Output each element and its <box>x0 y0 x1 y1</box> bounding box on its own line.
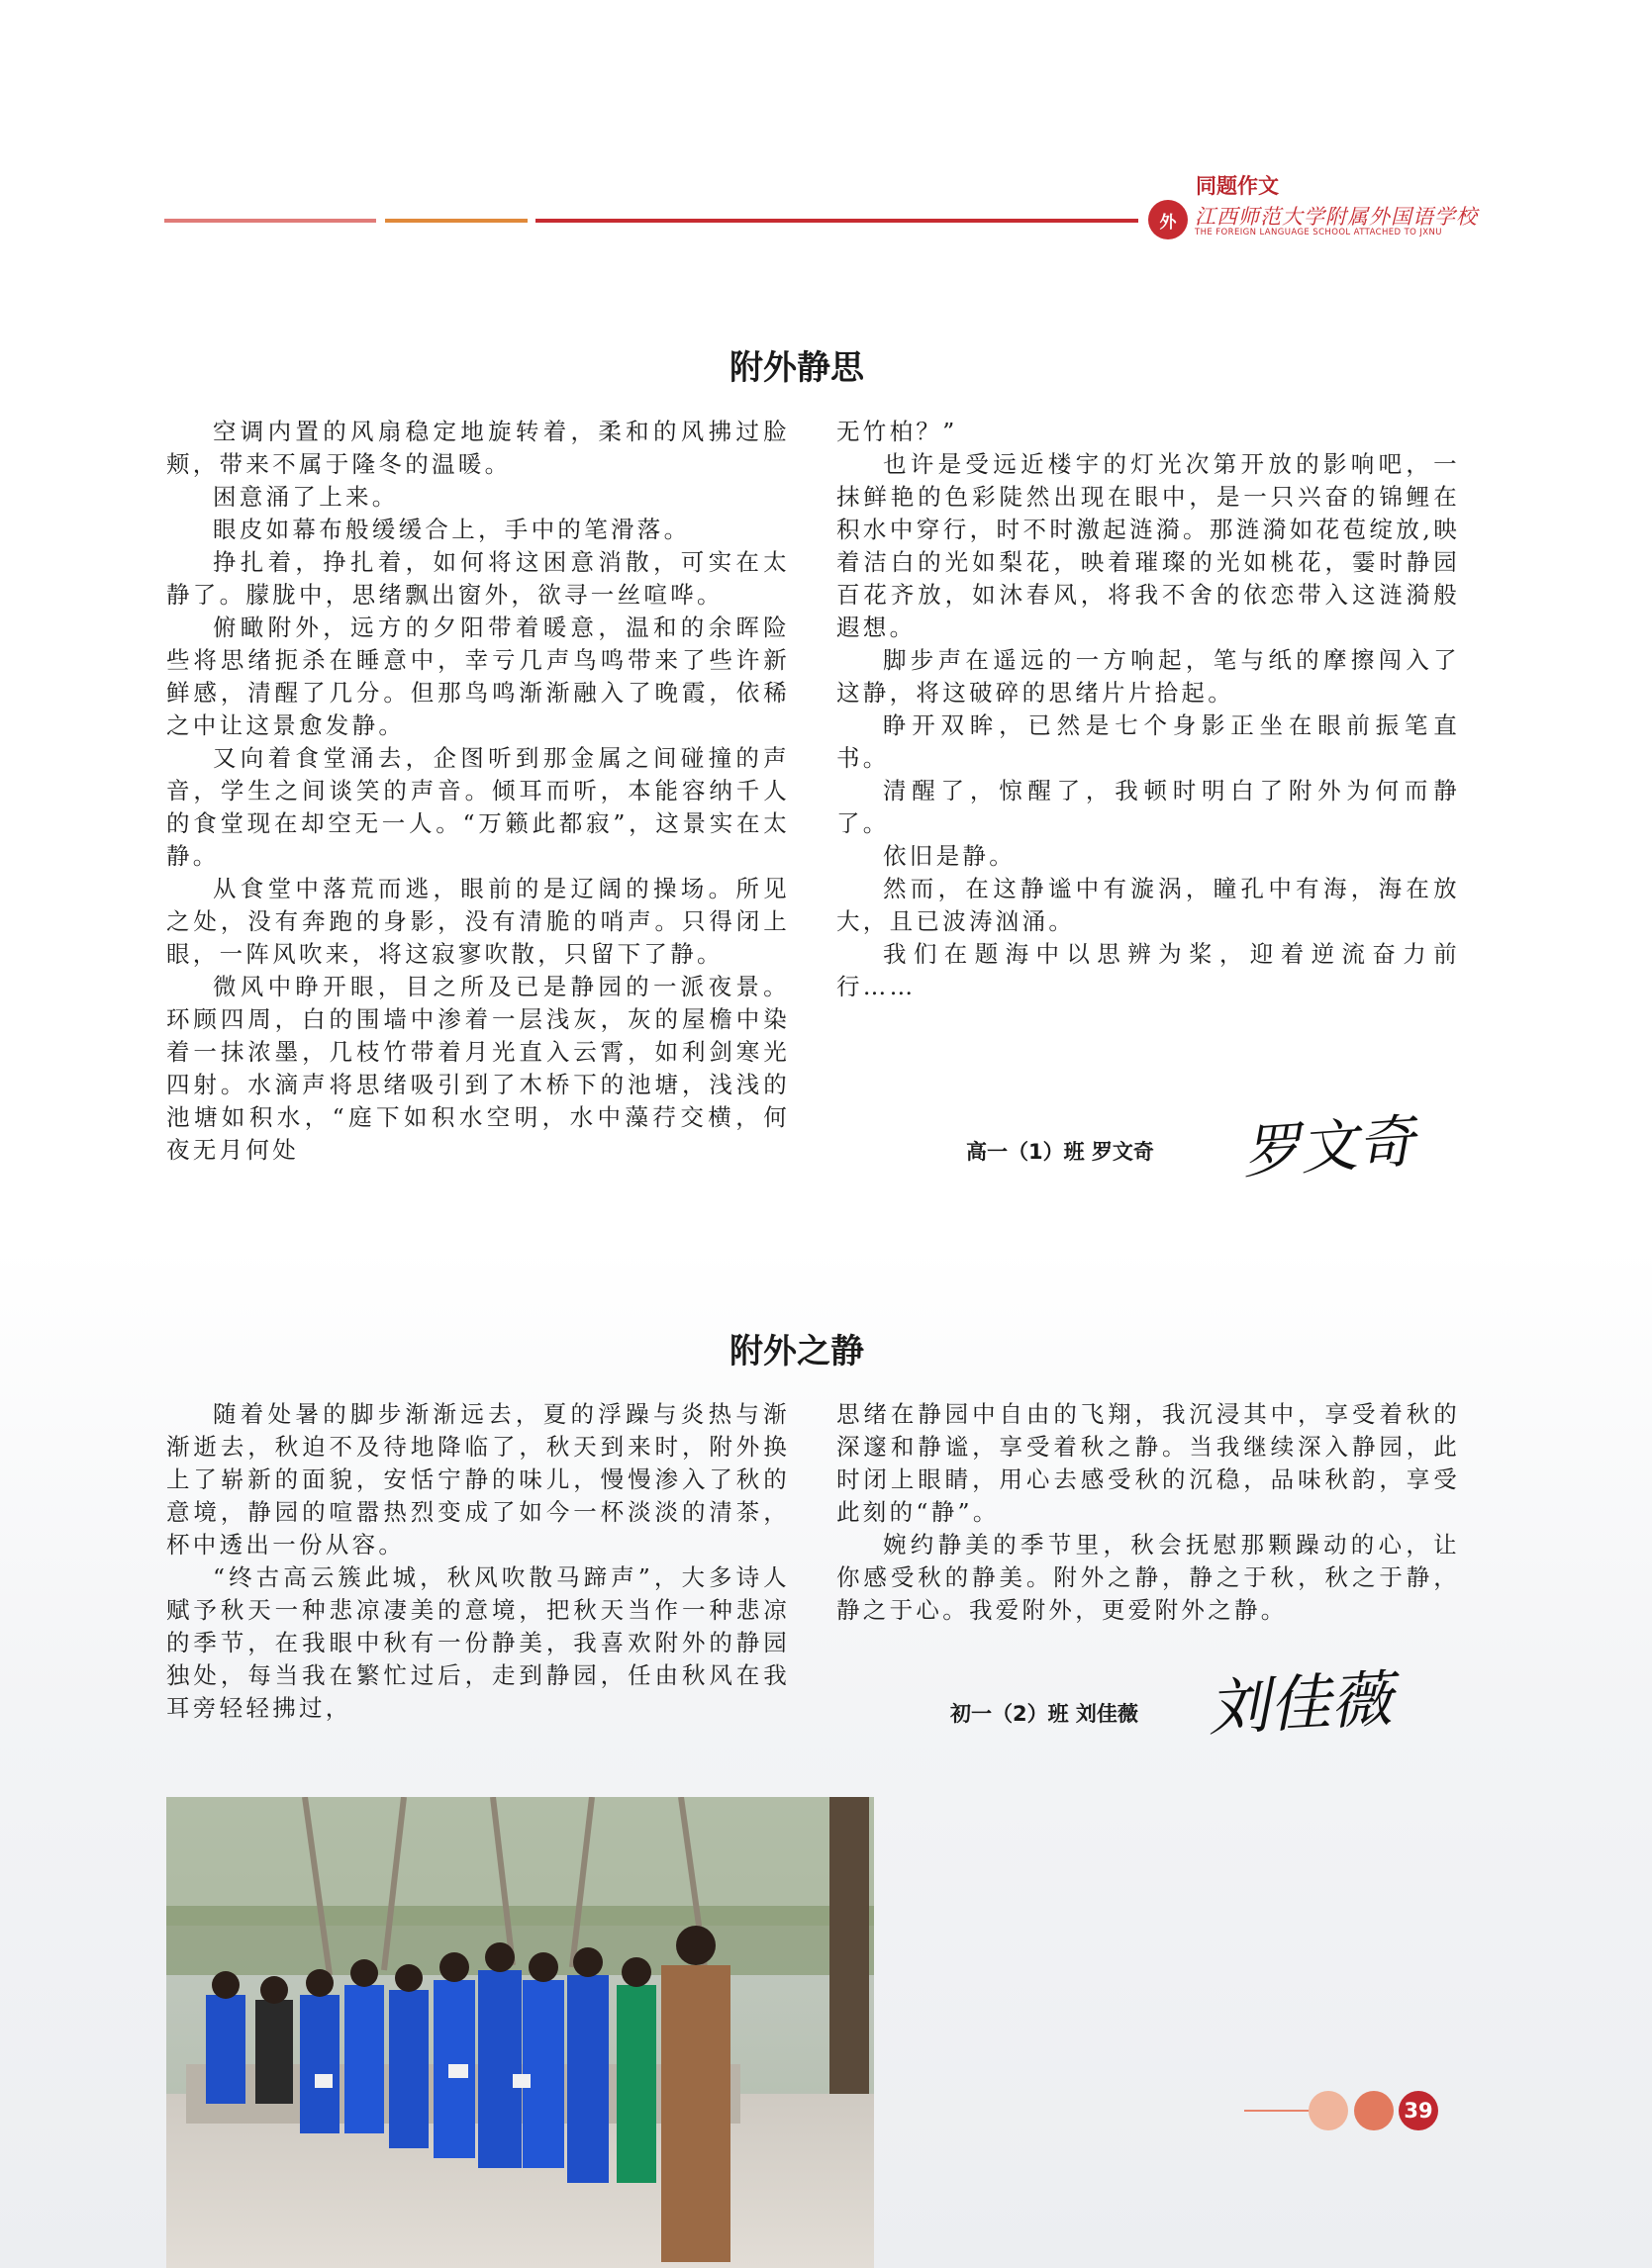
article1-right-column <box>836 416 1460 1003</box>
school-logo <box>1148 200 1478 243</box>
paragraph-continuation: 思绪在静园中自由的飞翔，我沉浸其中，享受着秋的深邃和静谧，享受着秋之静。当我继续深入静园，此时闭上眼睛，用心去感受秋的沉稳，品味秋韵，享受此刻的“静”。 <box>836 1400 1460 1526</box>
article1-title: 附外静思 <box>729 348 864 388</box>
article1-author: 高一（1）班 罗文奇 <box>966 1140 1154 1164</box>
paragraph: 我们在题海中以思辨为桨，迎着逆流奋力前行…… <box>836 940 1460 1000</box>
page-number-rule <box>1244 2110 1309 2112</box>
header-rule-orange <box>385 219 528 223</box>
paragraph: 依旧是静。 <box>883 842 1016 870</box>
paragraph: 空调内置的风扇稳定地旋转着，柔和的风拂过脸颊，带来不属于隆冬的温暖。 <box>166 418 790 478</box>
article2-left-column <box>166 1398 790 1725</box>
article1-signature: 罗文奇 <box>1240 1107 1417 1186</box>
school-seal-icon: 外 <box>1148 200 1188 239</box>
header-rule-red <box>535 219 1138 223</box>
paragraph: 脚步声在遥远的一方响起，笔与纸的摩擦闯入了这静，将这破碎的思绪片片拾起。 <box>836 646 1460 707</box>
paragraph: 婉约静美的季节里，秋会抚慰那颗躁动的心，让你感受秋的静美。附外之静，静之于秋，秋之于静，静之于心。我爱附外，更爱附外之静。 <box>836 1531 1460 1624</box>
logo-chinese-text: 江西师范大学附属外国语学校 <box>1195 205 1478 229</box>
logo-english-text: THE FOREIGN LANGUAGE SCHOOL ATTACHED TO JXNU <box>1195 228 1442 237</box>
paragraph: 随着处暑的脚步渐渐远去，夏的浮躁与炎热与渐渐逝去，秋迫不及待地降临了，秋天到来时，附外换上了崭新的面貌，安恬宁静的味儿，慢慢渗入了秋的意境，静园的喧嚣热烈变成了如今一杯淡淡的清茶，杯中透出一份从容。 <box>166 1400 790 1559</box>
paragraph: 从食堂中落荒而逃，眼前的是辽阔的操场。所见之处，没有奔跑的身影，没有清脆的哨声。只得闭上眼，一阵风吹来，将这寂寥吹散，只留下了静。 <box>166 875 790 968</box>
group-photo <box>166 1797 874 2268</box>
article2-signature: 刘佳薇 <box>1206 1662 1395 1745</box>
paragraph: 挣扎着，挣扎着，如何将这困意消散，可实在太静了。朦胧中，思绪飘出窗外，欲寻一丝喧哗。 <box>166 548 790 609</box>
article2-author: 初一（2）班 刘佳薇 <box>950 1702 1138 1726</box>
paragraph: 俯瞰附外，远方的夕阳带着暖意，温和的余晖险些将思绪扼杀在睡意中，幸亏几声鸟鸣带来了些许新鲜感，清醒了几分。但那鸟鸣渐渐融入了晚霞，依稀之中让这景愈发静。 <box>166 614 790 739</box>
paragraph-continuation: 无竹柏？” <box>836 418 958 445</box>
page-number: 39 <box>1399 2091 1438 2130</box>
paragraph: 又向着食堂涌去，企图听到那金属之间碰撞的声音，学生之间谈笑的声音。倾耳而听，本能容纳千人的食堂现在却空无一人。“万籁此都寂”，这景实在太静。 <box>166 744 790 870</box>
paragraph: 清醒了，惊醒了，我顿时明白了附外为何而静了。 <box>836 777 1460 837</box>
paragraph: “终古高云簇此城，秋风吹散马蹄声”，大多诗人赋予秋天一种悲凉凄美的意境，把秋天当作一种悲凉的季节，在我眼中秋有一份静美，我喜欢附外的静园独处，每当我在繁忙过后，走到静园，任由秋风在我耳旁轻轻拂过， <box>166 1563 790 1722</box>
section-tag: 同题作文 <box>1196 174 1279 198</box>
paragraph: 困意涌了上来。 <box>213 483 399 511</box>
paragraph: 也许是受远近楼宇的灯光次第开放的影响吧，一抹鲜艳的色彩陡然出现在眼中，是一只兴奋的锦鲤在积水中穿行，时不时激起涟漪。那涟漪如花苞绽放,映着洁白的光如梨花，映着璀璨的光如桃花，霎时静园百花齐放，如沐春风，将我不舍的依恋带入这涟漪般遐想。 <box>836 450 1460 641</box>
article2-right-column <box>836 1398 1460 1627</box>
paragraph: 然而，在这静谧中有漩涡，瞳孔中有海，海在放大，且已波涛汹涌。 <box>836 875 1460 935</box>
article1-left-column <box>166 416 790 1167</box>
page-dot-medium <box>1354 2091 1394 2130</box>
paragraph: 睁开双眸，已然是七个身影正坐在眼前振笔直书。 <box>836 711 1460 772</box>
paragraph: 微风中睁开眼，目之所及已是静园的一派夜景。环顾四周，白的围墙中渗着一层浅灰，灰的屋檐中染着一抹浓墨，几枝竹带着月光直入云霄，如利剑寒光四射。水滴声将思绪吸引到了木桥下的池塘，浅浅的池塘如积水，“庭下如积水空明，水中藻荇交横，何夜无月何处 <box>166 973 790 1164</box>
header-rule-pink <box>164 219 376 223</box>
page-dot-light <box>1309 2091 1348 2130</box>
paragraph: 眼皮如幕布般缓缓合上，手中的笔滑落。 <box>213 516 691 543</box>
article2-title: 附外之静 <box>729 1332 864 1371</box>
group-photo-illustration <box>166 1797 874 2268</box>
